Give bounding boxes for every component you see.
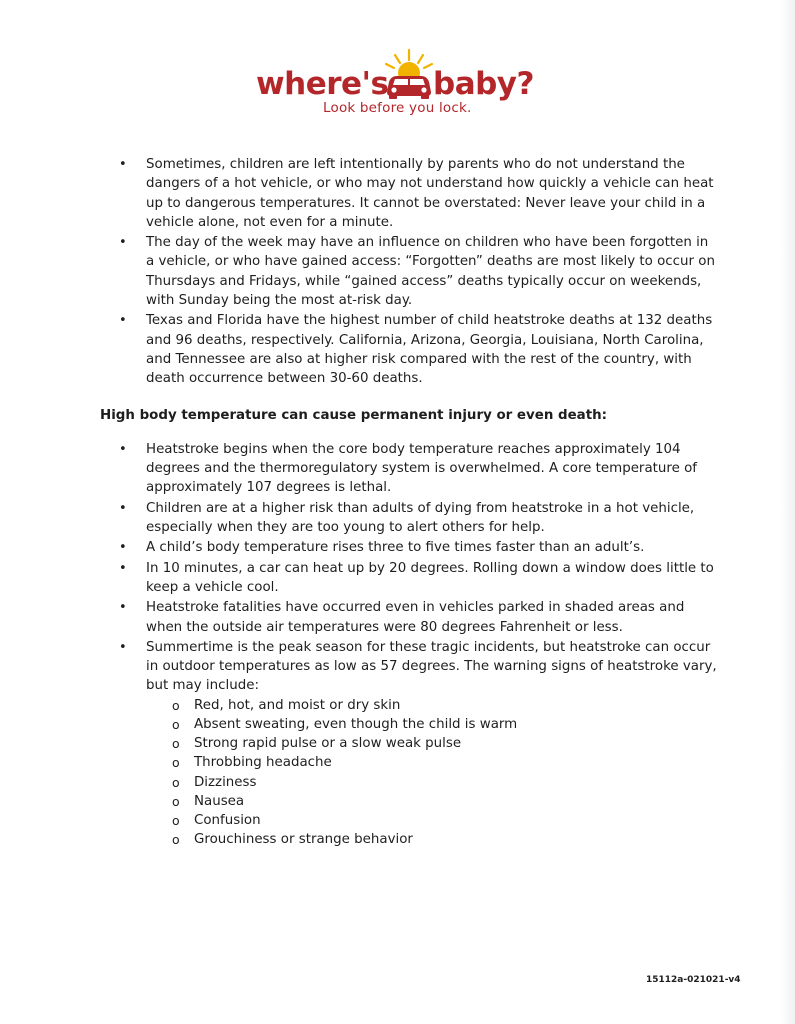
list-item: • A child’s body temperature rises three to five times faster than an adult’s. bbox=[100, 538, 720, 557]
sub-list-item: o Strong rapid pulse or a slow weak pulse bbox=[146, 734, 720, 753]
list-item: • The day of the week may have an influence on children who have been forgotten in a vehicle, or who have gained access: “Forgotten” deaths are most likely to occur on Thursdays and Fridays, while “gained access” deaths typically occur on weekends, with Sunday being the most at-risk day. bbox=[100, 233, 720, 310]
top-bullet-list bbox=[100, 155, 720, 389]
sub-list-item: o Throbbing headache bbox=[146, 753, 720, 772]
sub-list-item: o Dizziness bbox=[146, 773, 720, 792]
list-item: • In 10 minutes, a car can heat up by 20 degrees. Rolling down a window does little to keep a vehicle cool. bbox=[100, 559, 720, 598]
list-item: • Children are at a higher risk than adults of dying from heatstroke in a hot vehicle, especially when they are too young to alert others for help. bbox=[100, 499, 720, 538]
list-item bbox=[100, 638, 720, 850]
list-item: • Sometimes, children are left intentionally by parents who do not understand the dangers of a hot vehicle, or who may not understand how quickly a vehicle can heat up to dangerous temperatures. It cannot be overstated: Never leave your child in a vehicle alone, not even for a minute. bbox=[100, 155, 720, 232]
bottom-bullet-list bbox=[100, 440, 720, 849]
list-item: • Heatstroke fatalities have occurred even in vehicles parked in shaded areas and when the outside air temperatures were 80 degrees Fahrenheit or less. bbox=[100, 598, 720, 637]
document-body bbox=[100, 155, 720, 850]
car-with-sun-icon bbox=[381, 48, 437, 100]
sub-list-item: o Nausea bbox=[146, 792, 720, 811]
document-code: 15112a-021021-v4 bbox=[646, 975, 741, 985]
sub-list-item: o Grouchiness or strange behavior bbox=[146, 830, 720, 849]
sub-list-item: o Absent sweating, even though the child is warm bbox=[146, 715, 720, 734]
section-heading: High body temperature can cause permanent injury or even death: bbox=[100, 407, 608, 423]
list-item: • Texas and Florida have the highest number of child heatstroke deaths at 132 deaths and 96 deaths, respectively. California, Arizona, Georgia, Louisiana, North Carolina, and Tennessee are also at higher risk compared with the rest of the country, with death occurrence between 30-60 deaths. bbox=[100, 311, 720, 388]
sub-list-item: o Confusion bbox=[146, 811, 720, 830]
logo-tagline: Look before you lock. bbox=[323, 100, 472, 116]
sub-list-item: o Red, hot, and moist or dry skin bbox=[146, 696, 720, 715]
logo-word-baby: baby? bbox=[433, 66, 534, 102]
warning-signs-list bbox=[146, 696, 720, 850]
wheres-baby-logo bbox=[250, 44, 560, 118]
list-item: • Heatstroke begins when the core body temperature reaches approximately 104 degrees and the thermoregulatory system is overwhelmed. A core temperature of approximately 107 degrees is lethal. bbox=[100, 440, 720, 498]
page-edge-shadow bbox=[781, 0, 795, 1024]
list-item-text: Summertime is the peak season for these tragic incidents, but heatstroke can occur in outdoor temperatures as low as 57 degrees. The warning signs of heatstroke vary, but may include: bbox=[146, 639, 717, 694]
logo-word-wheres: where's bbox=[256, 66, 389, 102]
